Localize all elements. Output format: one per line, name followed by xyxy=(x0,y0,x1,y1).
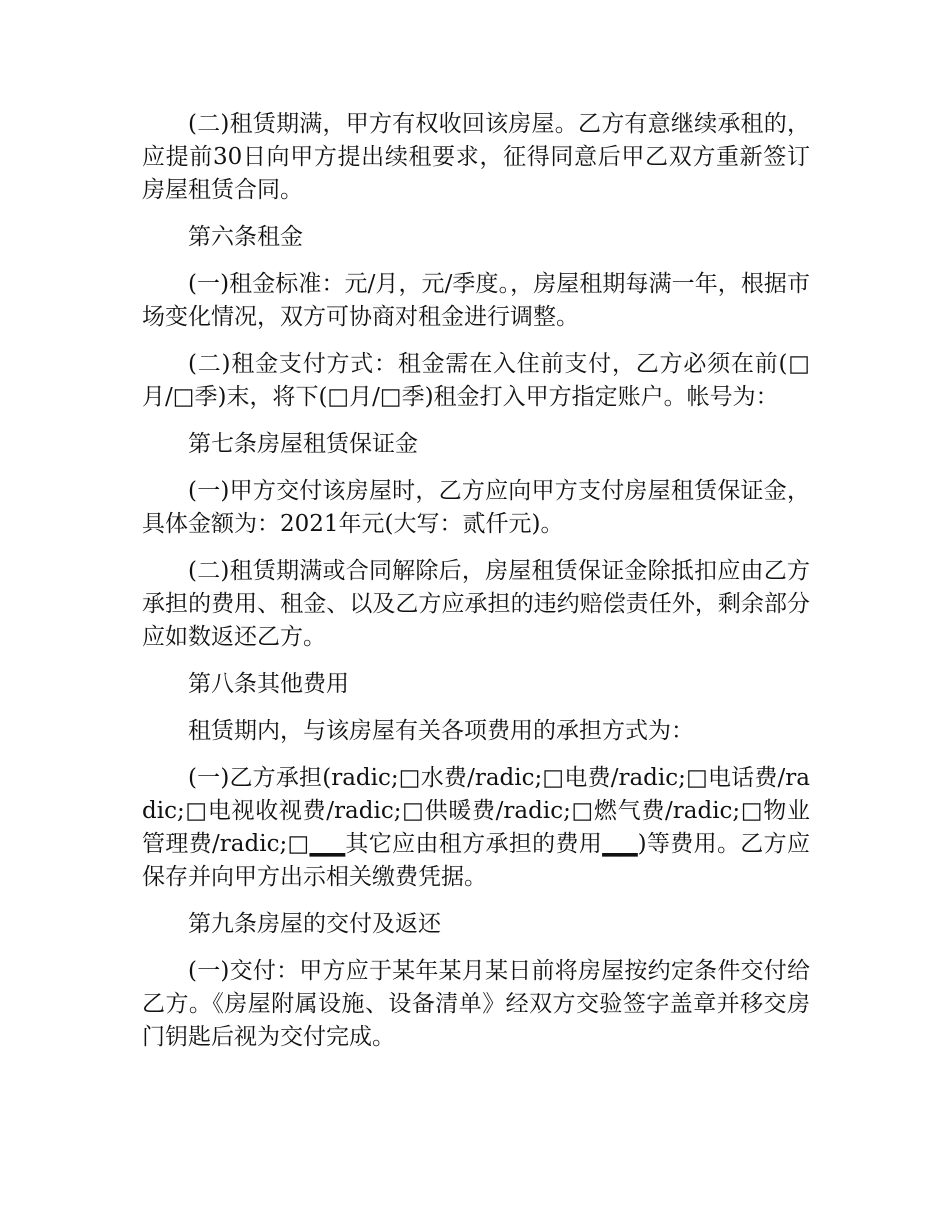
handover-paragraph: (一)交付：甲方应于某年某月某日前将房屋按约定条件交付给乙方。《房屋附属设施、设备清单》经双方交验签字盖章并移交房门钥匙后视为交付完成。 xyxy=(142,958,810,1050)
deposit-return-paragraph: (二)租赁期满或合同解除后，房屋租赁保证金除抵扣应由乙方承担的费用、租金、以及乙方应承担的违约赔偿责任外，剩余部分应如数返还乙方。 xyxy=(142,558,810,650)
fees-list-paragraph: (一)乙方承担(radic;□水费/radic;□电费/radic;□电话费/radic;□电视收视费/radic;□供暖费/radic;□燃气费/radic;□物业管理费/radic;□▁▁其它应由租方承担的费用▁▁)等费用。乙方应保存并向甲方出示相关缴费凭据。 xyxy=(142,765,810,890)
article-7-heading: 第七条房屋租赁保证金 xyxy=(188,431,418,457)
deposit-amount-paragraph: (一)甲方交付该房屋时，乙方应向甲方支付房屋租赁保证金，具体金额为：2021年元(大写：贰仟元)。 xyxy=(142,478,810,537)
document-page xyxy=(142,108,810,1068)
rent-payment-paragraph: (二)租金支付方式：租金需在入住前支付，乙方必须在前(□月/□季)末，将下(□月/□季)租金打入甲方指定账户。帐号为： xyxy=(142,351,810,410)
rent-standard-paragraph: (一)租金标准：元/月，元/季度。，房屋租期每满一年，根据市场变化情况，双方可协商对租金进行调整。 xyxy=(142,271,810,330)
article-8-heading: 第八条其他费用 xyxy=(188,671,349,697)
article-6-heading: 第六条租金 xyxy=(188,224,303,250)
clause-renewal-paragraph: (二)租赁期满，甲方有权收回该房屋。乙方有意继续承租的，应提前30日向甲方提出续租要求，征得同意后甲乙双方重新签订房屋租赁合同。 xyxy=(142,111,810,203)
article-9-heading: 第九条房屋的交付及返还 xyxy=(188,911,441,937)
fees-intro-paragraph: 租赁期内，与该房屋有关各项费用的承担方式为： xyxy=(188,718,694,744)
